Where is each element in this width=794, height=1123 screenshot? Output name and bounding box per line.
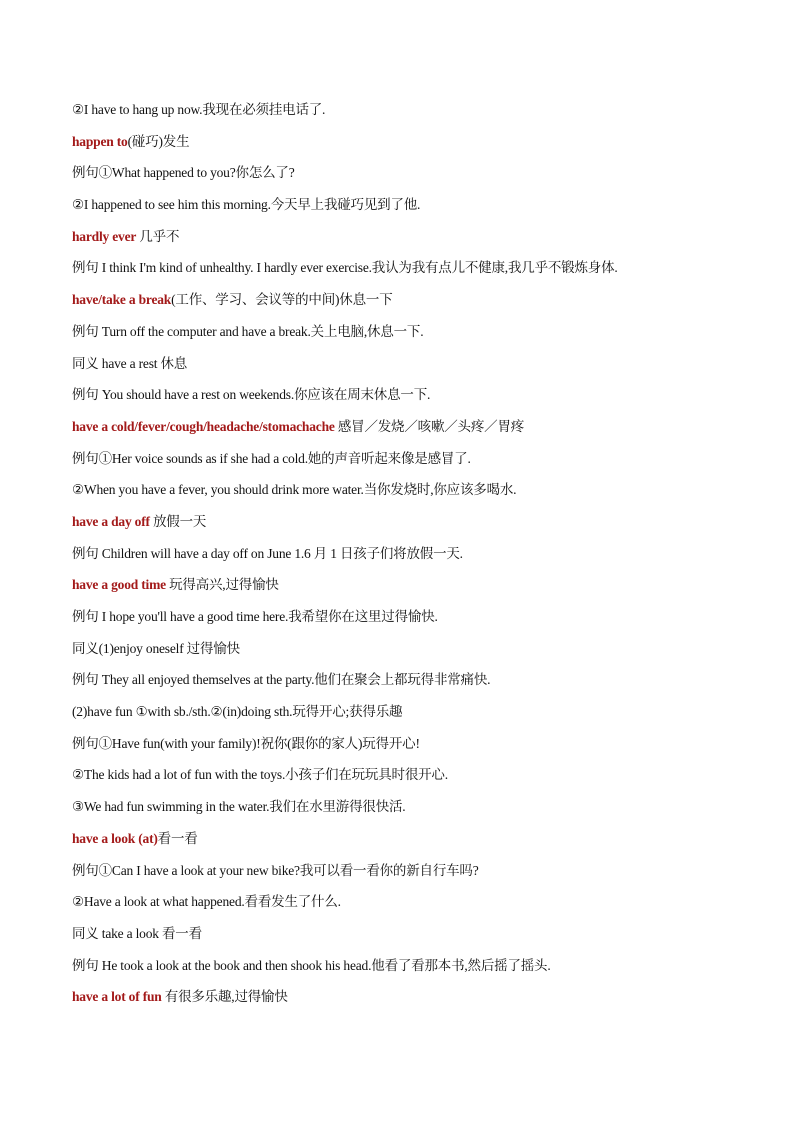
example-line [72, 322, 732, 354]
vocab-entry-line [72, 512, 732, 544]
example-line [72, 670, 732, 702]
line-text: 例句①Have fun(with your family)!祝你(跟你的家人)玩得开心! [72, 735, 420, 751]
vocab-entry-line [72, 829, 732, 861]
line-text: 同义 have a rest 休息 [72, 355, 188, 371]
line-text: ②Have a look at what happened.看看发生了什么. [72, 894, 341, 910]
example-line [72, 797, 732, 829]
line-text: 同义(1)enjoy oneself 过得愉快 [72, 640, 240, 656]
example-line [72, 258, 732, 290]
vocab-entry-line [72, 227, 732, 259]
vocab-term: hardly ever [72, 228, 137, 244]
vocab-term: happen to [72, 133, 128, 149]
line-text: 例句 Children will have a day off on June 1.6 月 1 日孩子们将放假一天. [72, 545, 463, 561]
line-text: 例句 They all enjoyed themselves at the party.他们在聚会上都玩得非常痛快. [72, 672, 491, 688]
vocab-term: have a day off [72, 513, 150, 529]
line-text: 例句①Can I have a look at your new bike?我可以看一看你的新自行车吗? [72, 862, 479, 878]
line-text: 看一看 [157, 830, 198, 846]
line-text: (工作、学习、会议等的中间)休息一下 [171, 292, 393, 308]
vocab-entry-line [72, 575, 732, 607]
vocab-term: have a look (at) [72, 830, 158, 846]
line-text: 例句①Her voice sounds as if she had a cold.她的声音听起来像是感冒了. [72, 450, 471, 466]
example-line [72, 480, 732, 512]
line-text: (2)have fun ①with sb./sth.②(in)doing sth.玩得开心;获得乐趣 [72, 704, 403, 720]
vocab-term: have a good time [72, 577, 166, 593]
line-text: (碰巧)发生 [127, 133, 190, 149]
example-line [72, 924, 732, 956]
example-line [72, 892, 732, 924]
example-line [72, 861, 732, 893]
document-page [72, 100, 732, 1019]
example-line [72, 385, 732, 417]
line-text: 有很多乐趣,过得愉快 [161, 989, 288, 1005]
line-text: 例句 You should have a rest on weekends.你应该在周末休息一下. [72, 387, 431, 403]
example-line [72, 163, 732, 195]
line-text: 例句 He took a look at the book and then shook his head.他看了看那本书,然后摇了摇头. [72, 957, 551, 973]
example-line [72, 100, 732, 132]
example-line [72, 354, 732, 386]
line-text: 感冒／发烧／咳嗽／头疼／胃疼 [334, 418, 525, 434]
vocab-entry-line [72, 417, 732, 449]
example-line [72, 607, 732, 639]
vocab-entry-line [72, 132, 732, 164]
line-text: ②When you have a fever, you should drink more water.当你发烧时,你应该多喝水. [72, 482, 517, 498]
line-text: 玩得高兴,过得愉快 [165, 577, 279, 593]
line-text: ②The kids had a lot of fun with the toys.小孩子们在玩玩具时很开心. [72, 767, 448, 783]
example-line [72, 449, 732, 481]
line-text: ②I happened to see him this morning.今天早上我碰巧见到了他. [72, 197, 421, 213]
example-line [72, 765, 732, 797]
vocab-term: have a lot of fun [72, 989, 162, 1005]
example-line [72, 702, 732, 734]
example-line [72, 956, 732, 988]
vocab-term: have a cold/fever/cough/headache/stomachache [72, 418, 335, 434]
vocab-entry-line [72, 290, 732, 322]
vocab-entry-line [72, 987, 732, 1019]
line-text: 几乎不 [136, 228, 180, 244]
vocab-term: have/take a break [72, 292, 172, 308]
example-line [72, 195, 732, 227]
line-text: 放假一天 [149, 513, 207, 529]
example-line [72, 734, 732, 766]
example-line [72, 544, 732, 576]
line-text: ③We had fun swimming in the water.我们在水里游得很快活. [72, 799, 406, 815]
line-text: 例句①What happened to you?你怎么了? [72, 165, 295, 181]
line-text: 例句 I hope you'll have a good time here.我希望你在这里过得愉快. [72, 609, 438, 624]
line-text: 例句 Turn off the computer and have a break.关上电脑,休息一下. [72, 323, 424, 339]
line-text: 例句 I think I'm kind of unhealthy. I hardly ever exercise.我认为我有点儿不健康,我几乎不锻炼身体. [72, 260, 618, 276]
line-text: ②I have to hang up now.我现在必须挂电话了. [72, 102, 326, 117]
line-text: 同义 take a look 看一看 [72, 925, 202, 941]
example-line [72, 639, 732, 671]
